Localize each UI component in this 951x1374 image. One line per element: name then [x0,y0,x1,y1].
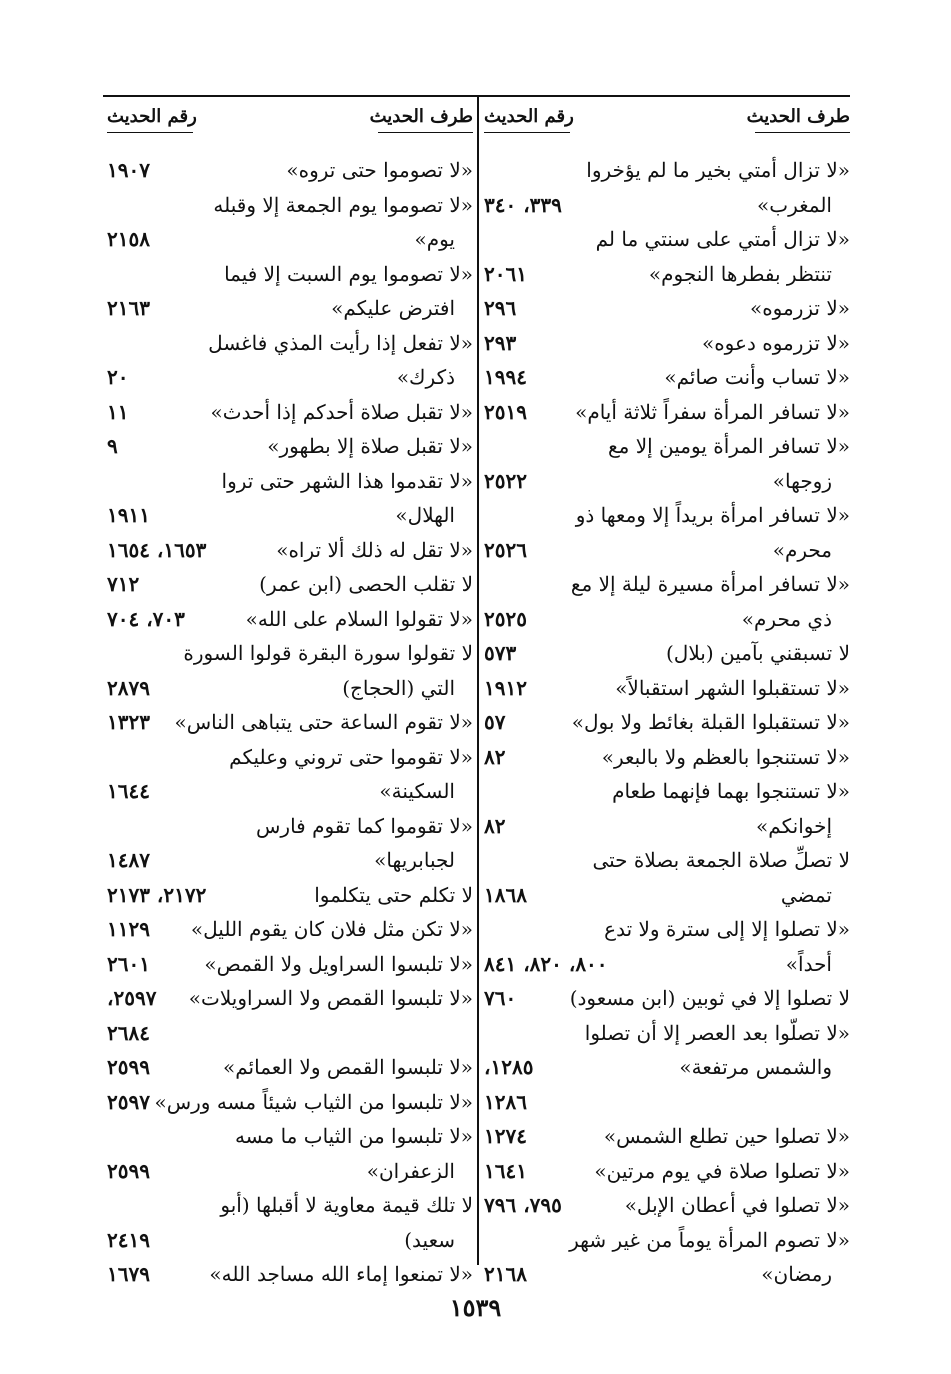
hadith-number: ٢٠٦١ [484,261,527,286]
hadith-number: ١٩١١ [107,503,150,527]
index-entry-line [107,363,473,398]
hadith-start-text: «لا تصوموا يوم الجمعة إلا وقبله [213,192,473,217]
index-entry-line [484,432,850,467]
hadith-number: ٢١٦٨ [484,1262,527,1286]
hadith-number: ٢٦٠١ [107,951,150,976]
hadith-start-text: ذي محرم» [741,606,832,631]
hadith-start-text: «لا تصلوا حين تطلع الشمس» [603,1124,850,1148]
hadith-start-text: «لا تصوموا حتى تروه» [286,158,473,182]
hadith-number: ٢٥٩٩ [107,1158,150,1183]
hadith-start-text: أحداً» [785,951,832,976]
index-entry-line [484,743,850,778]
index-entry-line [484,1226,850,1261]
hadith-number: ٥٧ [484,710,506,734]
hadith-start-text: لا تقولوا سورة البقرة قولوا السورة [183,641,473,665]
index-entry-line [484,950,850,985]
index-entry-line [484,191,850,226]
hadith-number: ٩ [107,434,118,458]
hadith-start-text: رمضان» [761,1262,832,1286]
hadith-number: ٢٥٢٢ [484,468,527,493]
header-hadith-number: رقم الحديث [107,106,197,127]
column-left [107,100,473,1295]
hadith-number: ٢٦٨٤ [107,1020,150,1045]
index-entry-line [107,536,473,571]
header-hadith-start: طرف الحديث [369,106,473,127]
index-entry-line [484,639,850,674]
hadith-start-text: السكينة» [379,779,455,803]
index-entry-line [484,570,850,605]
hadith-start-text: «لا تقوموا حتى تروني وعليكم [229,744,473,769]
column-divider [477,95,479,1265]
hadith-start-text: «لا تمنعوا إماء الله مساجد الله» [209,1262,473,1286]
index-entry-line [484,260,850,295]
index-entry-line [484,1157,850,1192]
header-hadith-start: طرف الحديث [746,106,850,127]
index-entry-line [107,570,473,605]
index-entry-line [107,501,473,536]
hadith-start-text: تنتظر بفطرها النجوم» [648,261,832,286]
index-entry-line [107,812,473,847]
hadith-number: ٧٠٣، ٧٠٤ [107,606,185,631]
hadith-number: ٥٧٣ [484,641,517,665]
index-entry-line [484,812,850,847]
hadith-start-text: يوم» [414,227,455,251]
hadith-number: ٢٥٩٧، [107,986,157,1010]
index-entry-line [484,846,850,881]
hadith-start-text: «لا تصوم المرأة يوماً من غير شهر [569,1227,850,1252]
hadith-start-text: لا تلك قيمة معاوية لا أقبلها (أبو [220,1193,473,1217]
hadith-number: ١٩٠٧ [107,158,150,182]
index-entry-line [484,363,850,398]
index-entry-line [484,329,850,364]
hadith-number: ١٣٢٣ [107,710,150,734]
hadith-number: ٢٥٩٩ [107,1055,150,1079]
index-entry-line [107,1260,473,1295]
index-entry-line [107,1019,473,1054]
hadith-start-text: لا تصلوا إلا في ثوبين (ابن مسعود) [569,986,850,1010]
index-entry-line [107,881,473,916]
hadith-start-text: لا تكلم حتى يتكلموا [314,882,473,907]
hadith-number: ٢٥٩٧ [107,1089,150,1114]
index-entry-line [107,605,473,640]
hadith-start-text: «لا تفعل إذا رأيت المذي فاغسل [208,330,473,355]
index-entry-line [484,536,850,571]
hadith-number: ١٢٧٤ [484,1124,527,1148]
index-entry-line [484,1019,850,1054]
hadith-number: ٢٥٢٥ [484,606,527,631]
index-entry-line [107,1191,473,1226]
hadith-start-text: سعيد) [404,1227,455,1252]
index-entry-line [107,915,473,950]
hadith-number: ٢٨٧٩ [107,675,150,700]
hadith-start-text: «لا تقدموا هذا الشهر حتى تروا [221,468,473,493]
index-entry-line [484,294,850,329]
hadith-number: ٢٠ [107,365,129,389]
index-entry-line [484,674,850,709]
hadith-number: ١٦٧٩ [107,1262,150,1286]
hadith-start-text: «لا تقل له ذلك ألا تراه» [276,537,473,562]
hadith-number: ٢١٥٨ [107,227,150,251]
hadith-start-text: «لا تقولوا السلام على الله» [245,606,473,631]
hadith-number: ٨٠٠، ٨٢٠، ٨٤١ [484,951,608,976]
hadith-number: ٢٥٢٦ [484,537,527,562]
hadith-number: ١١٢٩ [107,917,150,941]
index-entry-line [107,743,473,778]
hadith-start-text: «لا تصلوا صلاة في يوم مرتين» [594,1158,850,1183]
entry-list [484,156,850,1295]
hadith-start-text: «لا تزال أمتي على سنتي ما لم [595,227,850,251]
index-entry-line [484,398,850,433]
hadith-start-text: «لا تزرموه دعوه» [701,330,850,355]
hadith-start-text: ذكرك» [396,365,455,389]
index-entry-line [484,881,850,916]
hadith-start-text: زوجها» [772,468,832,493]
hadith-number: ٢٩٦ [484,296,517,320]
hadith-start-text: «لا تزال أمتي بخير ما لم يؤخروا [586,158,850,182]
hadith-start-text: محرم» [772,537,832,562]
index-entry-line [107,777,473,812]
hadith-start-text: «لا تقوموا كما تقوم فارس [256,813,473,838]
index-entry-line [107,467,473,502]
index-entry-line [107,674,473,709]
index-entry-line [107,708,473,743]
column-right [484,100,850,1295]
index-entry-line [107,329,473,364]
hadith-start-text: «لا تلبسوا القمص ولا العمائم» [223,1055,473,1079]
index-entry-line [484,467,850,502]
hadith-start-text: «لا تقوم الساعة حتى يتباهى الناس» [174,710,473,734]
page-number: ١٥٣٩ [449,1293,502,1322]
entry-list [107,156,473,1295]
hadith-start-text: «لا تستقبلوا الشهر استقبالاً» [615,675,850,700]
index-entry-line [107,191,473,226]
hadith-start-text: الهلال» [395,503,455,527]
index-entry-line [107,260,473,295]
hadith-start-text: «لا تصوموا يوم السبت إلا فيما [224,261,473,286]
hadith-start-text: «لا تزرموه» [749,296,850,320]
hadith-start-text: «لا تساب وأنت صائم» [664,365,850,389]
hadith-number: ٧٦٠ [484,986,517,1010]
index-entry-line [484,1088,850,1123]
hadith-start-text: لا تقلب الحصى (ابن عمر) [259,572,473,596]
hadith-start-text: «لا تستقبلوا القبلة بغائط ولا بول» [571,710,850,734]
hadith-number: ٨٢ [484,744,506,769]
hadith-number: ٢١٦٣ [107,296,150,320]
index-entry-line [484,915,850,950]
index-entry-line [484,708,850,743]
hadith-start-text: «لا تسافر امرأة بريداً إلا ومعها ذو [575,503,850,527]
hadith-start-text: «لا تسافر المرأة يومين إلا مع [607,434,850,458]
hadith-start-text: تمضي [780,882,832,907]
hadith-number: ١٩٩٤ [484,365,527,389]
hadith-start-text: لجبابريها» [374,848,455,872]
index-entry-line [107,950,473,985]
index-entry-line [107,1157,473,1192]
index-entry-line [484,605,850,640]
column-header [107,100,473,134]
hadith-start-text: الزعفران» [366,1158,455,1183]
header-hadith-number: رقم الحديث [484,106,574,127]
hadith-start-text: افترض عليكم» [331,296,455,320]
hadith-start-text: «لا تصلوا في أعطان الإبل» [624,1193,850,1217]
header-underline [484,132,570,133]
hadith-start-text: «لا تكن مثل فلان كان يقوم الليل» [190,917,473,941]
hadith-number: ١٩١٢ [484,675,527,700]
index-entry-line [107,225,473,260]
index-entry-line [484,1260,850,1295]
hadith-number: ٨٢ [484,813,506,838]
index-entry-line [107,1122,473,1157]
index-entry-line [107,1226,473,1261]
hadith-start-text: «لا تقبل صلاة أحدكم إذا أحدث» [210,399,473,424]
index-entry-line [107,846,473,881]
index-entry-line [107,1088,473,1123]
header-underline [755,132,850,133]
index-entry-line [484,156,850,191]
hadith-start-text: «لا تسافر امرأة مسيرة ليلة إلا مع [570,572,850,596]
hadith-start-text: «لا تلبسوا من الثياب شيئاً مسه ورس» [154,1089,473,1114]
index-entry-line [484,1191,850,1226]
hadith-number: ٣٣٩، ٣٤٠ [484,192,562,217]
index-entry-line [107,156,473,191]
hadith-start-text: «لا تسافر المرأة سفراً ثلاثة أيام» [575,399,850,424]
hadith-start-text: «لا تلبسوا القمص ولا السراويلات» [188,986,473,1010]
header-underline [107,132,193,133]
index-entry-line [107,639,473,674]
index-entry-line [484,225,850,260]
hadith-start-text: المغرب» [757,192,832,217]
hadith-start-text: «لا تلبسوا السراويل ولا القمص» [204,951,473,976]
hadith-start-text: التي (الحجاج) [342,675,455,700]
hadith-start-text: «لا تصلّوا بعد العصر إلا أن تصلوا [584,1020,850,1045]
column-header [484,100,850,134]
hadith-number: ٧٩٥، ٧٩٦ [484,1193,562,1217]
hadith-start-text: «لا تستنجوا بالعظم ولا بالبعر» [601,744,850,769]
hadith-number: ٢٤١٩ [107,1227,150,1252]
hadith-number: ١٦٤٤ [107,779,150,803]
hadith-start-text: إخوانكم» [756,813,832,838]
hadith-start-text: «لا تقبل صلاة إلا بطهور» [267,434,473,458]
index-entry-line [484,1053,850,1088]
index-entry-line [484,777,850,812]
hadith-number: ١٦٤١ [484,1158,527,1183]
index-entry-line [107,984,473,1019]
hadith-start-text: «لا تستنجوا بهما فإنهما طعام [612,779,850,803]
hadith-number: ٢٩٣ [484,330,517,355]
hadith-number: ١٢٨٦ [484,1089,527,1114]
index-entry-line [107,432,473,467]
index-entry-line [484,1122,850,1157]
hadith-start-text: «لا تصلوا إلا إلى سترة ولا تدع [604,917,850,941]
hadith-number: ٢٥١٩ [484,399,527,424]
hadith-number: ١١ [107,399,129,424]
hadith-start-text: لا تصلِّ صلاة الجمعة بصلاة حتى [592,848,850,872]
index-entry-line [107,398,473,433]
hadith-start-text: والشمس مرتفعة» [679,1055,832,1079]
hadith-number: ٧١٢ [107,572,140,596]
index-entry-line [484,984,850,1019]
hadith-number: ١٦٥٣، ١٦٥٤ [107,537,207,562]
header-underline [378,132,473,133]
hadith-number: ١٢٨٥، [484,1055,534,1079]
hadith-start-text: «لا تلبسوا من الثياب ما مسه [234,1124,473,1148]
hadith-number: ١٨٦٨ [484,882,527,907]
hadith-start-text: لا تسبقني بآمين (بلال) [665,641,850,665]
hadith-number: ٢١٧٢، ٢١٧٣ [107,882,207,907]
hadith-number: ١٤٨٧ [107,848,150,872]
index-entry-line [484,501,850,536]
index-entry-line [107,1053,473,1088]
index-entry-line [107,294,473,329]
